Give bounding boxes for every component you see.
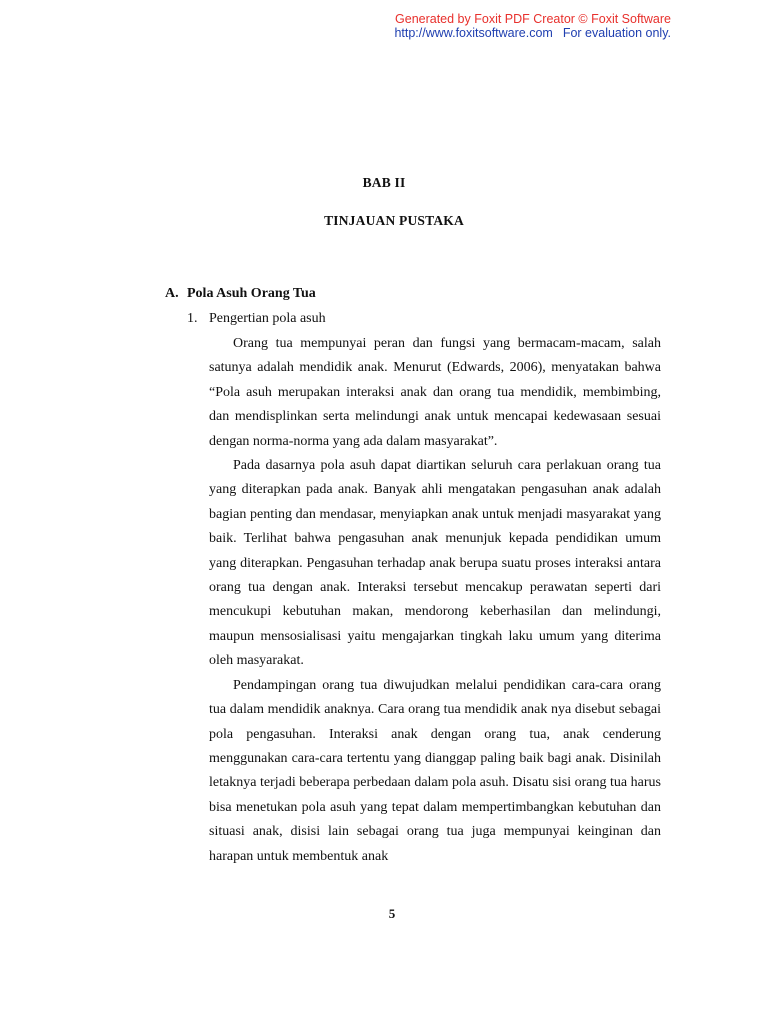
paragraph: Orang tua mempunyai peran dan fungsi yang bermacam-macam, salah satunya adalah mendidik anak. Menurut (Edwards, 2006), menyatakan bahwa “Pola asuh merupakan interaksi anak dan orang tua mendidik, membimbing, dan mendisplinkan serta melindungi anak untuk mencapai kedewasaan sesuai dengan norma-norma yang ada dalam masyarakat”. [209, 336, 661, 449]
chapter-title: TINJAUAN PUSTAKA [324, 213, 464, 228]
watermark-generated-text: Generated by Foxit PDF Creator © Foxit Software [395, 12, 671, 26]
body-text [209, 332, 661, 869]
section-heading [165, 286, 316, 302]
section-letter: A. [165, 286, 179, 301]
subsection-heading [187, 311, 326, 327]
subsection-number: 1. [187, 311, 198, 326]
subsection-title: Pengertian pola asuh [209, 311, 326, 326]
page-number: 5 [388, 906, 396, 921]
watermark-url-line [394, 26, 671, 40]
foxit-watermark [394, 12, 671, 40]
paragraph: Pada dasarnya pola asuh dapat diartikan seluruh cara perlakuan orang tua yang diterapkan pada anak. Banyak ahli mengatakan pengasuhan anak adalah bagian penting dan mendasar, menyiapkan anak untuk menjadi masyarakat yang baik. Terlihat bahwa pengasuhan anak menunjuk kepada pendidikan umum yang diterapkan. Pengasuhan terhadap anak berupa suatu proses interaksi antara orang tua dengan anak. Interaksi tersebut mencakup perawatan seperti dari mencukupi kebutuhan makan, mendorong keberhasilan dan melindungi, maupun mensosialisasi yaitu mengajarkan tingkah laku umum yang diterima oleh masyarakat. [209, 458, 661, 669]
watermark-url[interactable]: http://www.foxitsoftware.com [394, 26, 553, 40]
chapter-label: BAB II [362, 175, 406, 190]
paragraph: Pendampingan orang tua diwujudkan melalui pendidikan cara-cara orang tua dalam mendidik anaknya. Cara orang tua mendidik anak nya disebut sebagai pola pengasuhan. Interaksi anak dengan orang tua, anak cenderung menggunakan cara-cara tertentu yang dianggap paling baik bagi anak. Disinilah letaknya terjadi beberapa perbedaan dalam pola asuh. Disatu sisi orang tua harus bisa menetukan pola asuh yang tepat dalam mempertimbangkan kebutuhan dan situasi anak, disisi lain sebagai orang tua juga mempunyai keinginan dan harapan untuk membentuk anak [209, 677, 661, 864]
watermark-evaluation-note: For evaluation only. [562, 26, 671, 40]
section-title: Pola Asuh Orang Tua [187, 286, 316, 301]
